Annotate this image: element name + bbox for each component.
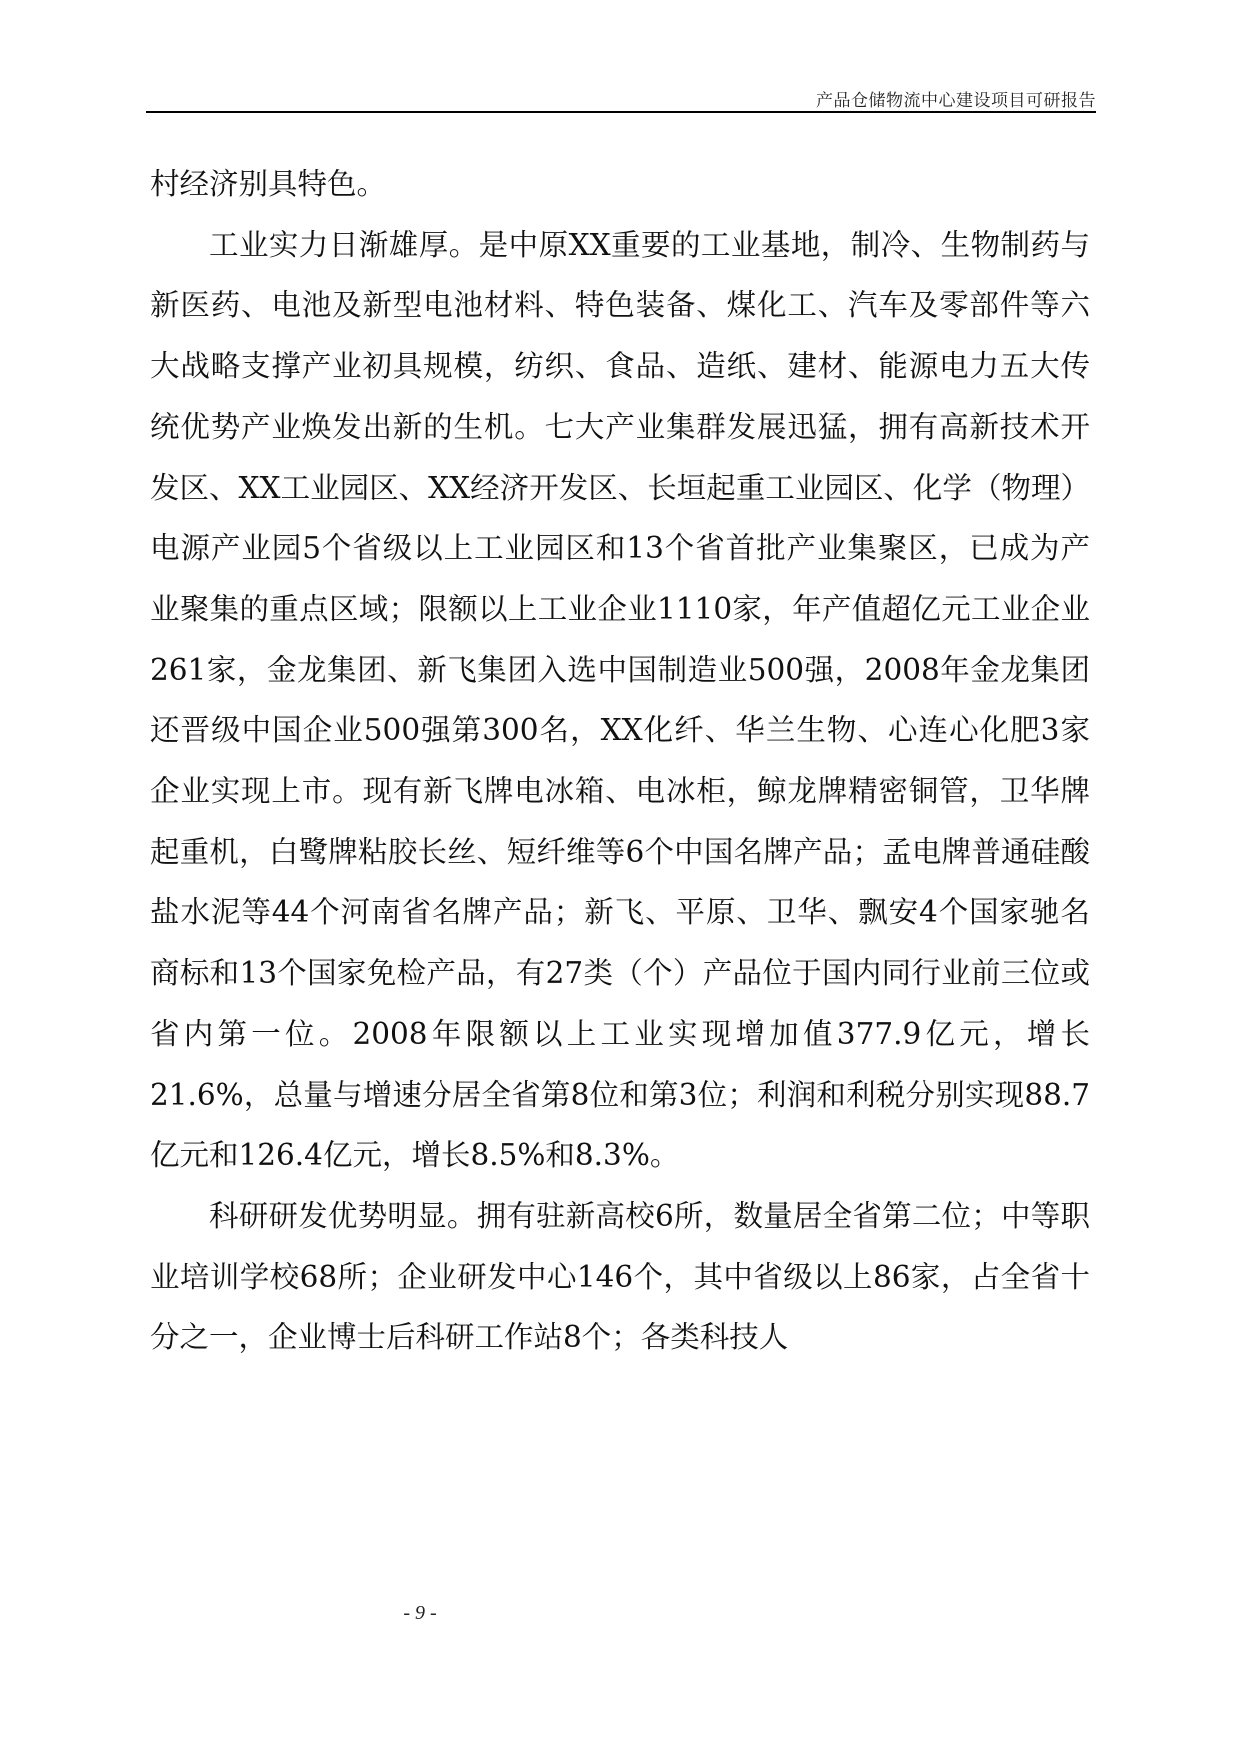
paragraph-industry: 工业实力日渐雄厚。是中原XX重要的工业基地，制冷、生物制药与新医药、电池及新型电池材料、特色装备、煤化工、汽车及零部件等六大战略支撑产业初具规模，纺织、食品、造纸、建材、能源电力五大传统优势产业焕发出新的生机。七大产业集群发展迅猛，拥有高新技术开发区、XX工业园区、XX经济开发区、长垣起重工业园区、化学（物理）电源产业园5个省级以上工业园区和13个省首批产业集聚区，已成为产业聚集的重点区域；限额以上工业企业1110家，年产值超亿元工业企业261家，金龙集团、新飞集团入选中国制造业500强，2008年金龙集团还晋级中国企业500强第300名，XX化纤、华兰生物、心连心化肥3家企业实现上市。现有新飞牌电冰箱、电冰柜，鲸龙牌精密铜管，卫华牌起重机，白鹭牌粘胶长丝、短纤维等6个中国名牌产品；孟电牌普通硅酸盐水泥等44个河南省名牌产品；新飞、平原、卫华、飘安4个国家驰名商标和13个国家免检产品，有27类（个）产品位于国内同行业前三位或省内第一位。2008年限额以上工业实现增加值377.9亿元，增长21.6%，总量与增速分居全省第8位和第3位；利润和利税分别实现88.7亿元和126.4亿元，增长8.5%和8.3%。 xyxy=(150,227,1090,1173)
paragraph-continuation: 村经济别具特色。 xyxy=(150,167,387,201)
header-divider xyxy=(146,111,1096,113)
page-number: - 9 - xyxy=(403,1602,437,1624)
paragraph-research: 科研研发优势明显。拥有驻新高校6所，数量居全省第二位；中等职业培训学校68所；企业研发中心146个，其中省级以上86家，占全省十分之一，企业博士后科研工作站8个；各类科技人 xyxy=(150,1198,1090,1355)
running-header: 产品仓储物流中心建设项目可研报告 xyxy=(816,91,1096,111)
body-text xyxy=(150,154,1090,1368)
